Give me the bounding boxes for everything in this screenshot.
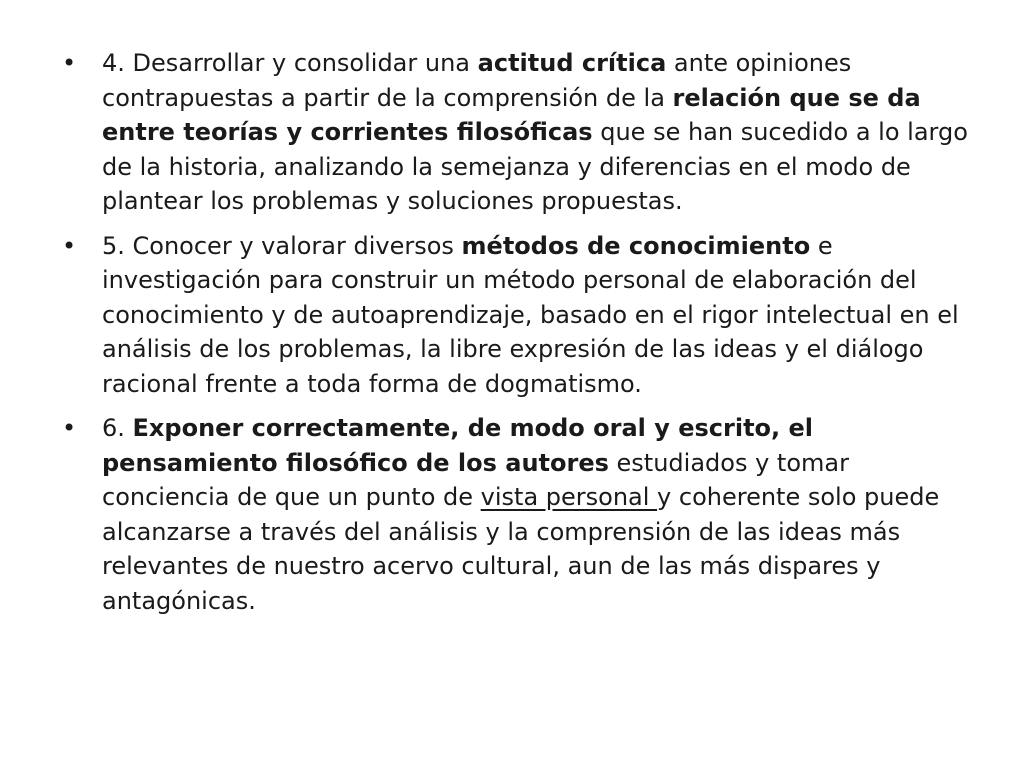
text-segment: 5. Conocer y valorar diversos bbox=[102, 231, 462, 260]
bullet-item-4 bbox=[60, 46, 970, 219]
bullet-item-6 bbox=[60, 411, 970, 618]
bold-text-segment: relación que se da entre teorías y corrientes filosóficas bbox=[102, 83, 921, 146]
bold-text-segment: actitud crítica bbox=[477, 49, 667, 77]
bullet-text bbox=[102, 229, 970, 402]
bullet-text bbox=[102, 411, 970, 618]
text-segment: estudiados y tomar conciencia de que un punto de bbox=[102, 448, 849, 511]
bullet-icon: • bbox=[62, 231, 77, 260]
bold-text-segment: Exponer correctamente, de modo oral y escrito, el pensamiento filosófico de los autores bbox=[102, 414, 814, 477]
bullet-icon: • bbox=[62, 414, 77, 442]
underlined-text-segment: vista personal bbox=[480, 483, 658, 511]
bullet-item-5 bbox=[60, 229, 970, 402]
text-segment: e investigación para construir un método personal de elaboración del conocimiento y de autoaprendizaje, basado en el rigor intelectual en el análisis de los problemas, la libre expresión de las ideas y el diálogo racional frente a toda forma de dogmatismo. bbox=[102, 231, 959, 398]
bullet-text bbox=[102, 46, 970, 219]
text-segment: ante opiniones contrapuestas a partir de la comprensión de la bbox=[102, 49, 852, 112]
text-segment: 6. bbox=[102, 414, 133, 442]
bullet-icon: • bbox=[62, 49, 77, 77]
bold-text-segment: métodos de conocimiento bbox=[461, 231, 811, 260]
text-segment: 4. Desarrollar y consolidar una bbox=[102, 49, 478, 77]
text-segment: y coherente solo puede alcanzarse a través del análisis y la comprensión de las ideas más relevantes de nuestro acervo cultural, aun de las más dispares y antagónicas. bbox=[102, 483, 940, 615]
text-segment: que se han sucedido a lo largo de la historia, analizando la semejanza y diferencias en el modo de plantear los problemas y soluciones propuestas. bbox=[102, 118, 968, 215]
objectives-bullet-list bbox=[60, 46, 970, 618]
